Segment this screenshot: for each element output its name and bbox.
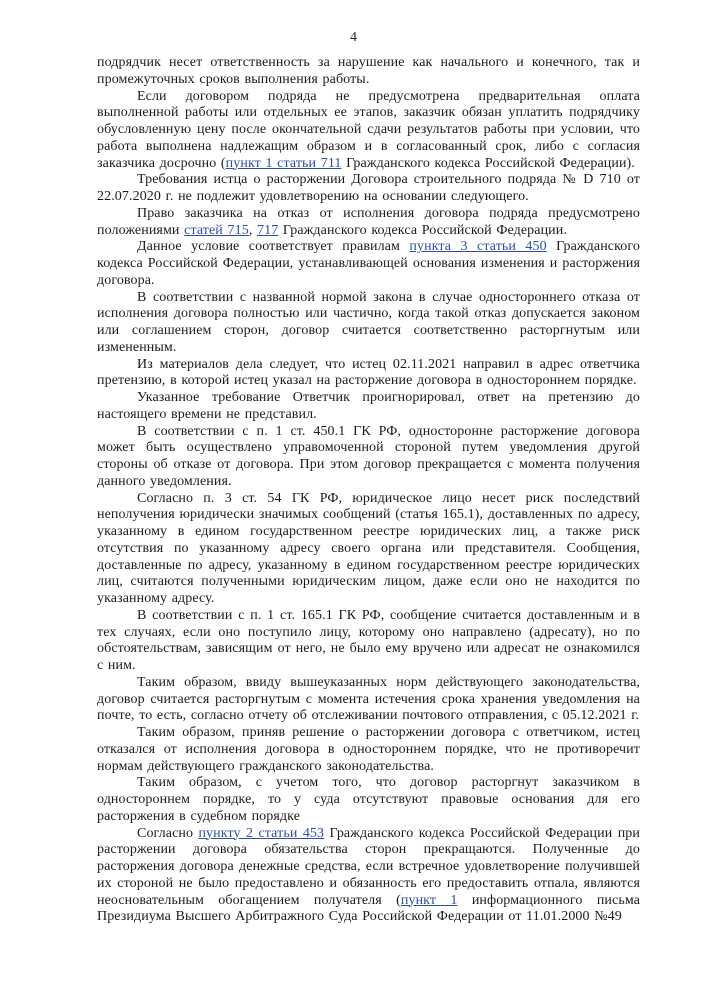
paragraph (97, 89, 640, 173)
text-run: Если договором подряда не предусмотрена предварительная оплата выполненной работы или отдельных ее этапов, заказчик обязан уплатить подрядчику обусловленную цену после окончательной сдачи результатов работы при условии, что работа выполнена надлежащим образом и в согласованный срок, либо с согласия заказчика досрочно ( (97, 88, 640, 171)
text-run: , (248, 222, 258, 238)
text-run: Гражданского кодекса Российской Федерации). (341, 155, 635, 171)
legal-reference-link[interactable]: пункт 1 статьи 711 (225, 155, 342, 171)
paragraph (97, 424, 640, 491)
paragraph (97, 725, 640, 775)
text-run: Гражданского кодекса Российской Федерации при расторжении договора обязательства сторон прекращаются. Полученные до расторжения договора денежные средства, если встречное удовлетворение получившей их стороной не было предоставлено и обязанность его предоставить отпала, являются неосновательным обогащением получателя ( (97, 825, 640, 908)
paragraph (97, 608, 640, 675)
legal-reference-link[interactable]: 717 (257, 222, 279, 238)
paragraph (97, 390, 640, 424)
page-number: 4 (350, 30, 357, 45)
text-run: Таким образом, ввиду вышеуказанных норм действующего законодательства, договор считается расторгнутым с момента истечения срока хранения уведомления на почте, то есть, согласно отчету об отслеживании почтового отправления, с 05.12.2021 г. (97, 674, 640, 724)
text-run: Гражданского кодекса Российской Федерации, устанавливающей основания изменения и расторжения договора. (97, 239, 640, 288)
paragraph (97, 290, 640, 357)
legal-reference-link[interactable]: пункт 1 (400, 892, 458, 908)
text-run: В соответствии с п. 1 ст. 165.1 ГК РФ, сообщение считается доставленным и в тех случаях, если оно поступило лицу, которому оно направлено (адресату), но по обстоятельствам, зависящим от него, не было ему вручено или адресат не ознакомился с ним. (97, 607, 640, 673)
paragraph (97, 357, 640, 391)
text-run: Право заказчика на отказ от исполнения договора подряда предусмотрено положениями (97, 205, 640, 238)
text-run: подрядчик несет ответственность за нарушение как начального и конечного, так и промежуточных сроков выполнения работы. (97, 55, 640, 87)
paragraph (97, 239, 640, 289)
text-run: Из материалов дела следует, что истец 02.11.2021 направил в адрес ответчика претензию, в которой истец указал на расторжение договора в одностороннем порядке. (97, 356, 640, 389)
text-run: Указанное требование Ответчик проигнорировал, ответ на претензию до настоящего времени не представил. (97, 390, 640, 422)
paragraph (97, 206, 640, 240)
text-run: информационного письма Президиума Высшего Арбитражного Суда Российской Федерации от 11.01.2000 №49 (97, 892, 641, 925)
text-run: Данное условие соответствует правилам (137, 239, 410, 255)
text-run: Согласно п. 3 ст. 54 ГК РФ, юридическое лицо несет риск последствий неполучения юридически значимых сообщений (статья 165.1), доставленных по адресу, указанному в едином государственном реестре юридических лиц, а также риск отсутствия по указанному адресу своего органа или представителя. Сообщения, доставленные по адресу, указанному в едином государственном реестре юридических лиц, считаются полученными юридическим лицом, даже если оно не находится по указанному адресу. (97, 490, 640, 606)
paragraph (97, 172, 640, 206)
text-run: Таким образом, приняв решение о расторжении договора с ответчиком, истец отказался от исполнения договора в одностороннем порядке, что не противоречит нормам действующего гражданского законодательства. (97, 725, 640, 774)
text-run: В соответствии с названной нормой закона в случае одностороннего отказа от исполнения договора полностью или частично, когда такой отказ допускается законом или соглашением сторон, договор считается соответственно расторгнутым или измененным. (97, 289, 640, 355)
paragraph (97, 826, 640, 927)
paragraph (97, 491, 640, 608)
text-run: Таким образом, с учетом того, что договор расторгнут заказчиком в одностороннем порядке, то у суда отсутствуют правовые основания для его расторжения в судебном порядке (97, 775, 640, 824)
document-body (97, 55, 640, 926)
legal-reference-link[interactable]: пункта 3 статьи 450 (409, 239, 547, 255)
text-run: Требования истца о расторжении Договора строительного подряда № D 710 от 22.07.2020 г. не подлежит удовлетворению на основании следующего. (97, 172, 640, 204)
text-run: В соответствии с п. 1 ст. 450.1 ГК РФ, односторонне расторжение договора может быть осуществлено управомоченной стороной путем уведомления другой стороны об отказе от договора. При этом договор прекращается с момента получения данного уведомления. (97, 423, 640, 489)
legal-reference-link[interactable]: пункту 2 статьи 453 (198, 825, 325, 841)
paragraph (97, 55, 640, 89)
text-run: Гражданского кодекса Российской Федерации. (278, 222, 567, 238)
text-run: Согласно (137, 825, 199, 841)
paragraph (97, 675, 640, 725)
paragraph (97, 775, 640, 825)
legal-reference-link[interactable]: статей 715 (184, 222, 249, 238)
